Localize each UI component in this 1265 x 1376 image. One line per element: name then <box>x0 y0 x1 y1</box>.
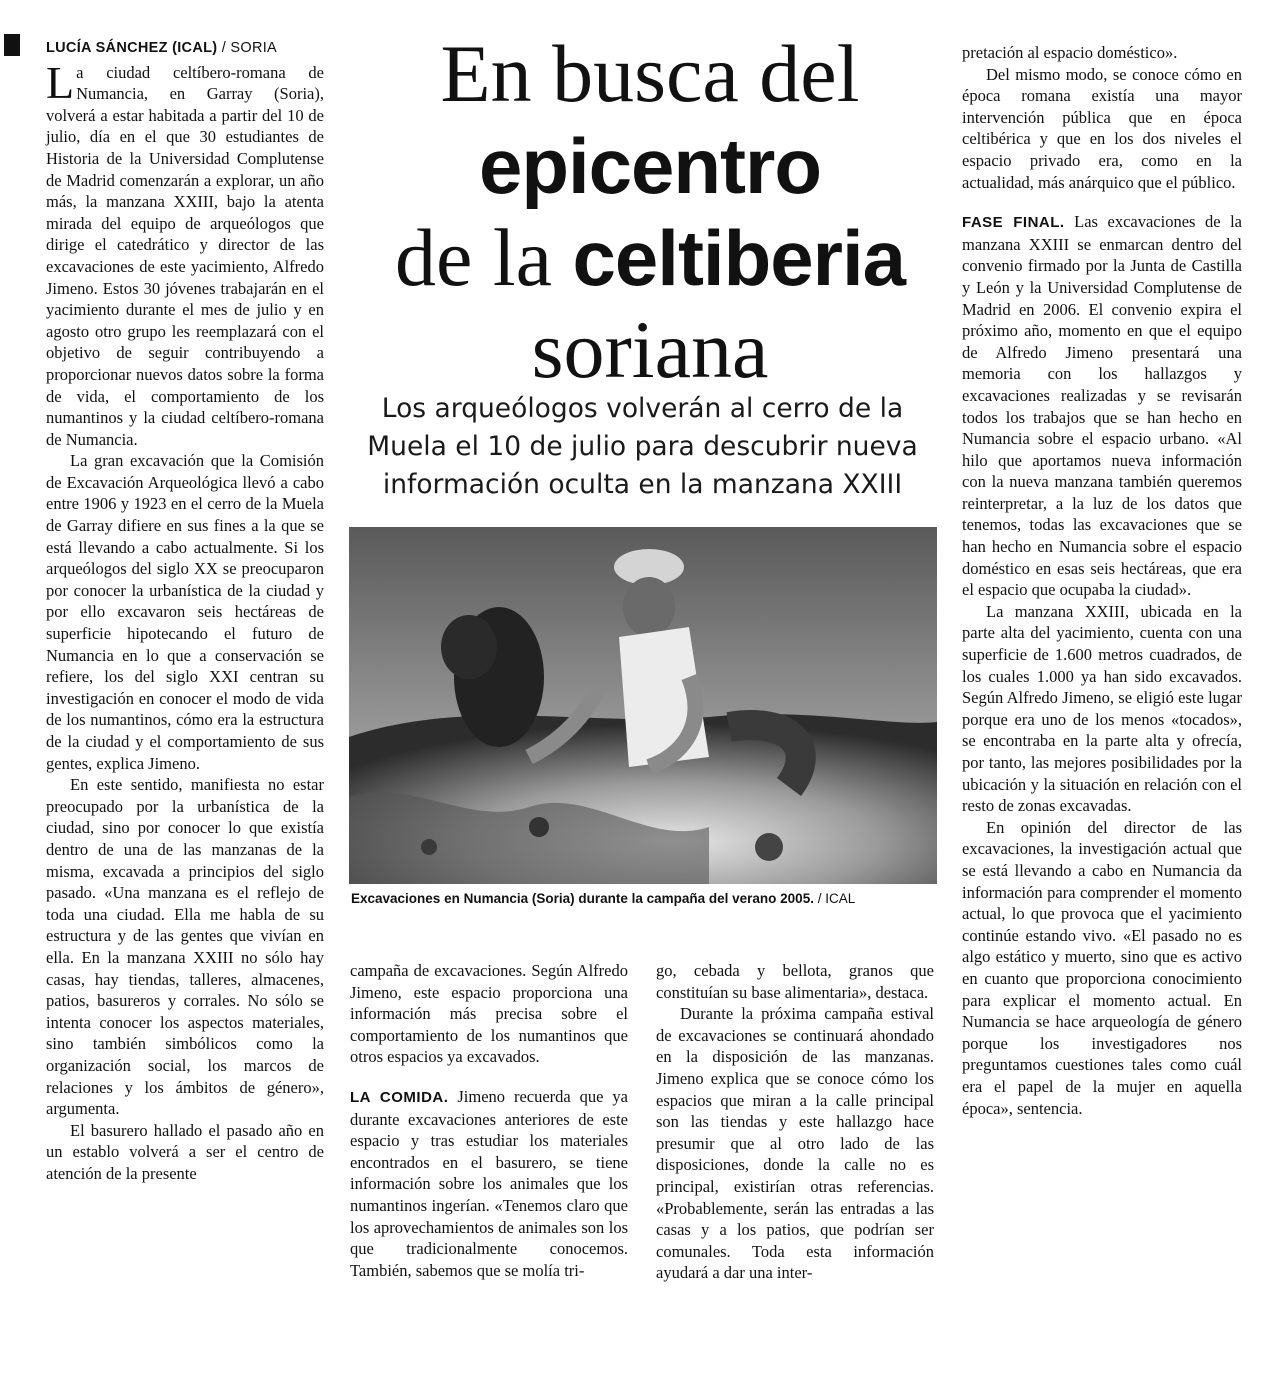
paragraph: campaña de excavaciones. Según Alfredo Jimeno, este espacio proporciona una información más precisa sobre el comportamiento de los numantinos que otros espacios ya excavados. <box>350 961 628 1067</box>
byline-author: LUCÍA SÁNCHEZ (ICAL) <box>46 40 218 56</box>
byline-place: SORIA <box>230 40 278 56</box>
paragraph: LA COMIDA. Jimeno recuerda que ya durante excavaciones anteriores de este espacio y tras estudiar los materiales encontrados en el basurero, se tiene información sobre los animales que los numantinos ingerían. «Tenemos claro que los aprovechamientos de animales son los que tradicionalmente conocemos. También, sabemos que se molía tri- <box>350 1086 629 1280</box>
paragraph: La gran excavación que la Comisión de Excavación Arqueológica llevó a cabo entre 1906 y 1923 en el cerro de la Muela de Garray difiere en sus fines a la que se está llevando a cabo actualmente. Si los arqueólogos del siglo XX se preocuparon por conocer la urbanística de la ciudad y por ello excavaron seis hectáreas de superficie hipotecando el futuro de Numancia en lo que a conservación se refiere, los del siglo XXI centran su investigación en conocer el modo de vida de los numantinos, cómo era la estructura de la ciudad y el comportamiento de sus gentes, explica Jimeno. <box>46 451 324 773</box>
drop-cap: L <box>46 56 75 108</box>
column-3 <box>656 960 934 1284</box>
paragraph: La ciudad celtíbero-romana de Numancia, en Garray (Soria), volverá a estar habitada a partir del 10 de julio, día en el que 30 estudiantes de Historia de la Universidad Complutense de Madrid comenzarán a explorar, un año más, la manzana XXIII, bajo la atenta mirada del equipo de arqueólogos que dirige el catedrático y director de las excavaciones de este yacimiento, Alfredo Jimeno. Estos 30 jóvenes trabajarán en el yacimiento durante el mes de julio y en agosto otro grupo les reemplazará con el objetivo de seguir contribuyendo a proporcionar nuevos datos sobre la forma de vida, el comportamiento de los numantinos y la ciudad celtíbero-romana de Numancia. <box>46 56 324 449</box>
paragraph: En opinión del director de las excavaciones, la investigación actual que se está llevando a cabo en Numancia da información para comprender el momento actual, lo que provoca que el yacimiento continúe estando vivo. «El pasado no es algo estático y muerto, sino que es activo en cuanto que proporciona conocimiento para explicar el momento actual. En Numancia se hace arqueología de género porque los investigadores nos preguntamos cuestiones tales como cuál era el papel de la mujer en aquella época», sentencia. <box>962 817 1242 1118</box>
paragraph: Durante la próxima campaña estival de excavaciones se continuará ahondado en la disposición de las manzanas. Jimeno explica que se conoce cómo los espacios que miran a la calle principal son las tiendas y este hallazgo hace presumir que al otro lado de las disposiciones, donde la calle no es principal, existirían otras referencias. «Probablemente, serán las entradas a las casas y a los patios, que podrían ser comunales. Toda esta información ayudará a dar una inter- <box>656 1004 934 1283</box>
byline: LUCÍA SÁNCHEZ (ICAL) / SORIA <box>46 40 278 56</box>
photo-credit: / ICAL <box>813 891 856 906</box>
photo-caption: Excavaciones en Numancia (Soria) durante la campaña del verano 2005. / ICAL <box>351 891 856 906</box>
paragraph: Del mismo modo, se conoce cómo en época romana existía una mayor intervención pública que en época celtibérica y que en los dos niveles el espacio privado era, como en la actualidad, más anárquico que el público. <box>962 64 1242 192</box>
paragraph: En este sentido, manifiesta no estar preocupado por la urbanística de la ciudad, sino por conocer lo que existía dentro de una de las manzanas de la misma, excavada a principios del siglo pasado. «Una manzana es el reflejo de toda una ciudad. Ella me habla de su estructura y de las gentes que vivían en ella. En la manzana XXIII no sólo hay casas, hay tiendas, talleres, almacenes, patios, basureros y corrales. No sólo se intenta conocer los aspectos materiales, sino también simbólicos como la organización social, los marcos de relaciones y los ámbitos de género», argumenta. <box>46 775 324 1119</box>
paragraph: La manzana XXIII, ubicada en la parte alta del yacimiento, cuenta con una superficie de 1.600 metros cuadrados, de los cuales 1.000 ya han sido excavados. Según Alfredo Jimeno, se eligió este lugar porque era uno de los menos «tocados», se encontraba en la parte alta y ofrecía, por tanto, las mejores posibilidades por la ubicación y la situación en relación con el resto de zonas excavadas. <box>962 601 1242 816</box>
column-2 <box>350 960 628 1281</box>
excavation-photo-illustration <box>349 527 937 884</box>
subheadline: Los arqueólogos volverán al cerro de la Muela el 10 de julio para descubrir nueva información oculta en la manzana XXIII <box>367 393 918 500</box>
section-lead: FASE FINAL. <box>962 214 1065 232</box>
column-1 <box>46 38 324 1184</box>
article-photo <box>349 527 937 884</box>
paragraph: FASE FINAL. Las excavaciones de la manzana XXIII se enmarcan dentro del convenio firmado por la Junta de Castilla y León y la Universidad Complutense de Madrid en 2006. El convenio expira el próximo año, momento en que el equipo de Alfredo Jimeno presentará una memoria con los hallazgos y excavaciones realizadas y se revisarán todos los trabajos que se han hecho en Numancia sobre el espacio urbano. «Al hilo que aportamos nueva información con la nueva manzana también queremos reinterpretar, a la luz de los datos que tenemos, todas las excavaciones que se han hecho en Numancia sobre el espacio doméstico en esas seis hectáreas, que era el espacio que ocupaba la ciudad». <box>962 212 1242 600</box>
paragraph: El basurero hallado el pasado año en un establo volverá a ser el centro de atención de la presente <box>46 1120 324 1183</box>
paragraph: pretación al espacio doméstico». <box>962 43 1178 62</box>
paragraph: go, cebada y bellota, granos que constituían su base alimentaria», destaca. <box>656 961 934 1002</box>
section-marker <box>4 34 20 56</box>
column-4 <box>962 42 1242 1119</box>
headline: En busca del epicentro de la celtiberia soriana <box>394 28 906 395</box>
section-lead: LA COMIDA. <box>350 1088 449 1106</box>
